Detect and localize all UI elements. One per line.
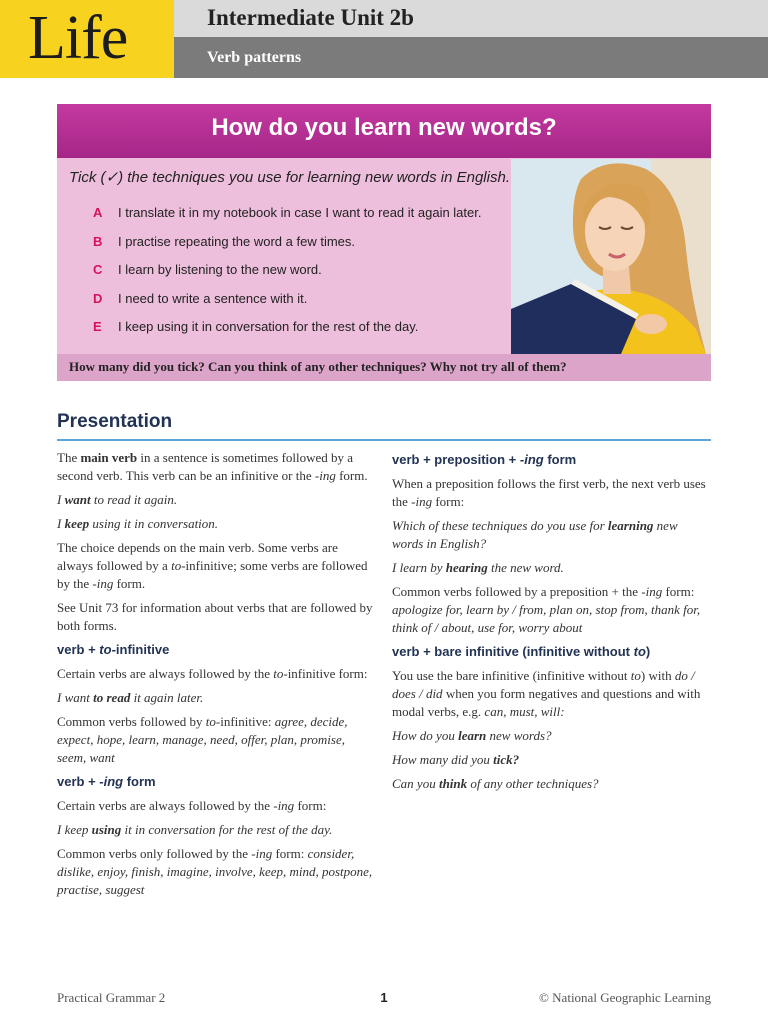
bare-infinitive-rule: You use the bare infinitive (infinitive without to) with do / does / did when you form negatives and questions and with modal verbs, e.g. can, must, will: bbox=[392, 668, 701, 719]
preposition-rule: When a preposition follows the first verb, the next verb uses the -ing form: bbox=[392, 476, 706, 509]
example-sentence: I want to read it again later. bbox=[57, 690, 204, 705]
quiz-option bbox=[93, 203, 481, 232]
ing-common-verbs: Common verbs only followed by the -ing form: consider, dislike, enjoy, finish, imagine, involve, keep, mind, postpone, practise, suggest bbox=[57, 846, 373, 897]
quiz-instruction: Tick (✓) the techniques you use for learning new words in English. bbox=[69, 169, 510, 186]
brand-logo-box bbox=[0, 0, 174, 78]
option-text: I need to write a sentence with it. bbox=[118, 290, 308, 306]
presentation-right-column bbox=[392, 449, 712, 799]
preposition-common-verbs: Common verbs followed by a preposition + the -ing form: apologize for, learn by / from, plan on, stop from, thank for, think of / about, use for, worry about bbox=[392, 584, 701, 635]
option-letter: D bbox=[93, 290, 103, 306]
example-sentence: Which of these techniques do you use for learning new words in English? bbox=[392, 518, 678, 551]
unit-subtitle: Verb patterns bbox=[207, 49, 302, 66]
ing-rule: Certain verbs are always followed by the -ing form: bbox=[57, 798, 327, 813]
presentation-title: Presentation bbox=[57, 411, 173, 432]
quiz-header bbox=[57, 104, 711, 158]
option-letter: B bbox=[93, 233, 103, 249]
section-divider bbox=[57, 439, 711, 441]
page-footer bbox=[57, 988, 711, 1008]
heading-verb-ing-form: verb + -ing form bbox=[57, 774, 156, 789]
brand-logo: Life bbox=[28, 4, 128, 72]
example-sentence: I learn by hearing the new word. bbox=[392, 560, 564, 575]
choice-paragraph: The choice depends on the main verb. Some verbs are always followed by a to-infinitive; some verbs are followed by the -ing form. bbox=[57, 540, 368, 591]
unit-title-bar bbox=[174, 0, 768, 37]
unit-title: Intermediate Unit 2b bbox=[207, 5, 414, 30]
to-infinitive-common-verbs: Common verbs followed by to-infinitive: agree, decide, expect, hope, learn, manage, need, offer, plan, promise, seem, want bbox=[57, 714, 348, 765]
option-letter: E bbox=[93, 319, 102, 334]
to-infinitive-rule: Certain verbs are always followed by the to-infinitive form: bbox=[57, 666, 368, 681]
example-sentence: How do you learn new words? bbox=[392, 728, 552, 743]
heading-verb-bare-infinitive: verb + bare infinitive (infinitive without to) bbox=[392, 644, 651, 659]
book-title: Practical Grammar 2 bbox=[57, 990, 166, 1005]
presentation-left-column bbox=[57, 449, 377, 905]
intro-paragraph: The main verb in a sentence is sometimes followed by a second verb. This verb can be an infinitive or the -ing form. bbox=[57, 450, 368, 483]
heading-verb-preposition-ing: verb + preposition + -ing form bbox=[392, 452, 577, 467]
unit-subtitle-bar bbox=[174, 37, 768, 78]
example-sentence: Can you think of any other techniques? bbox=[392, 776, 599, 791]
woman-reading-photo bbox=[511, 159, 711, 354]
heading-verb-to-infinitive: verb + to-infinitive bbox=[57, 642, 170, 657]
example-sentence: How many did you tick? bbox=[392, 752, 520, 767]
quiz-option bbox=[93, 317, 481, 346]
quiz-options bbox=[93, 203, 481, 346]
quiz-option bbox=[93, 289, 481, 318]
quiz-option bbox=[93, 260, 481, 289]
quiz-footer-text: How many did you tick? Can you think of any other techniques? Why not try all of them? bbox=[69, 359, 567, 374]
option-text: I learn by listening to the new word. bbox=[118, 262, 322, 277]
quiz-title: How do you learn new words? bbox=[211, 114, 557, 141]
option-text: I translate it in my notebook in case I want to read it again later. bbox=[118, 205, 482, 220]
see-reference: See Unit 73 for information about verbs that are followed by both forms. bbox=[57, 600, 373, 633]
quiz-panel bbox=[57, 104, 711, 381]
example-sentence: I keep using it in conversation for the rest of the day. bbox=[57, 822, 333, 837]
option-letter: C bbox=[93, 262, 103, 277]
option-letter: A bbox=[93, 205, 103, 220]
quiz-option bbox=[93, 232, 481, 261]
example-sentence: I want to read it again. bbox=[57, 492, 178, 507]
option-text: I practise repeating the word a few times. bbox=[118, 233, 356, 249]
option-text: I keep using it in conversation for the rest of the day. bbox=[118, 319, 419, 334]
woman-reading-illustration bbox=[511, 159, 711, 354]
quiz-footer bbox=[57, 354, 711, 381]
page-number: 1 bbox=[380, 990, 388, 1005]
copyright: © National Geographic Learning bbox=[539, 990, 711, 1005]
example-sentence: I keep using it in conversation. bbox=[57, 516, 219, 531]
